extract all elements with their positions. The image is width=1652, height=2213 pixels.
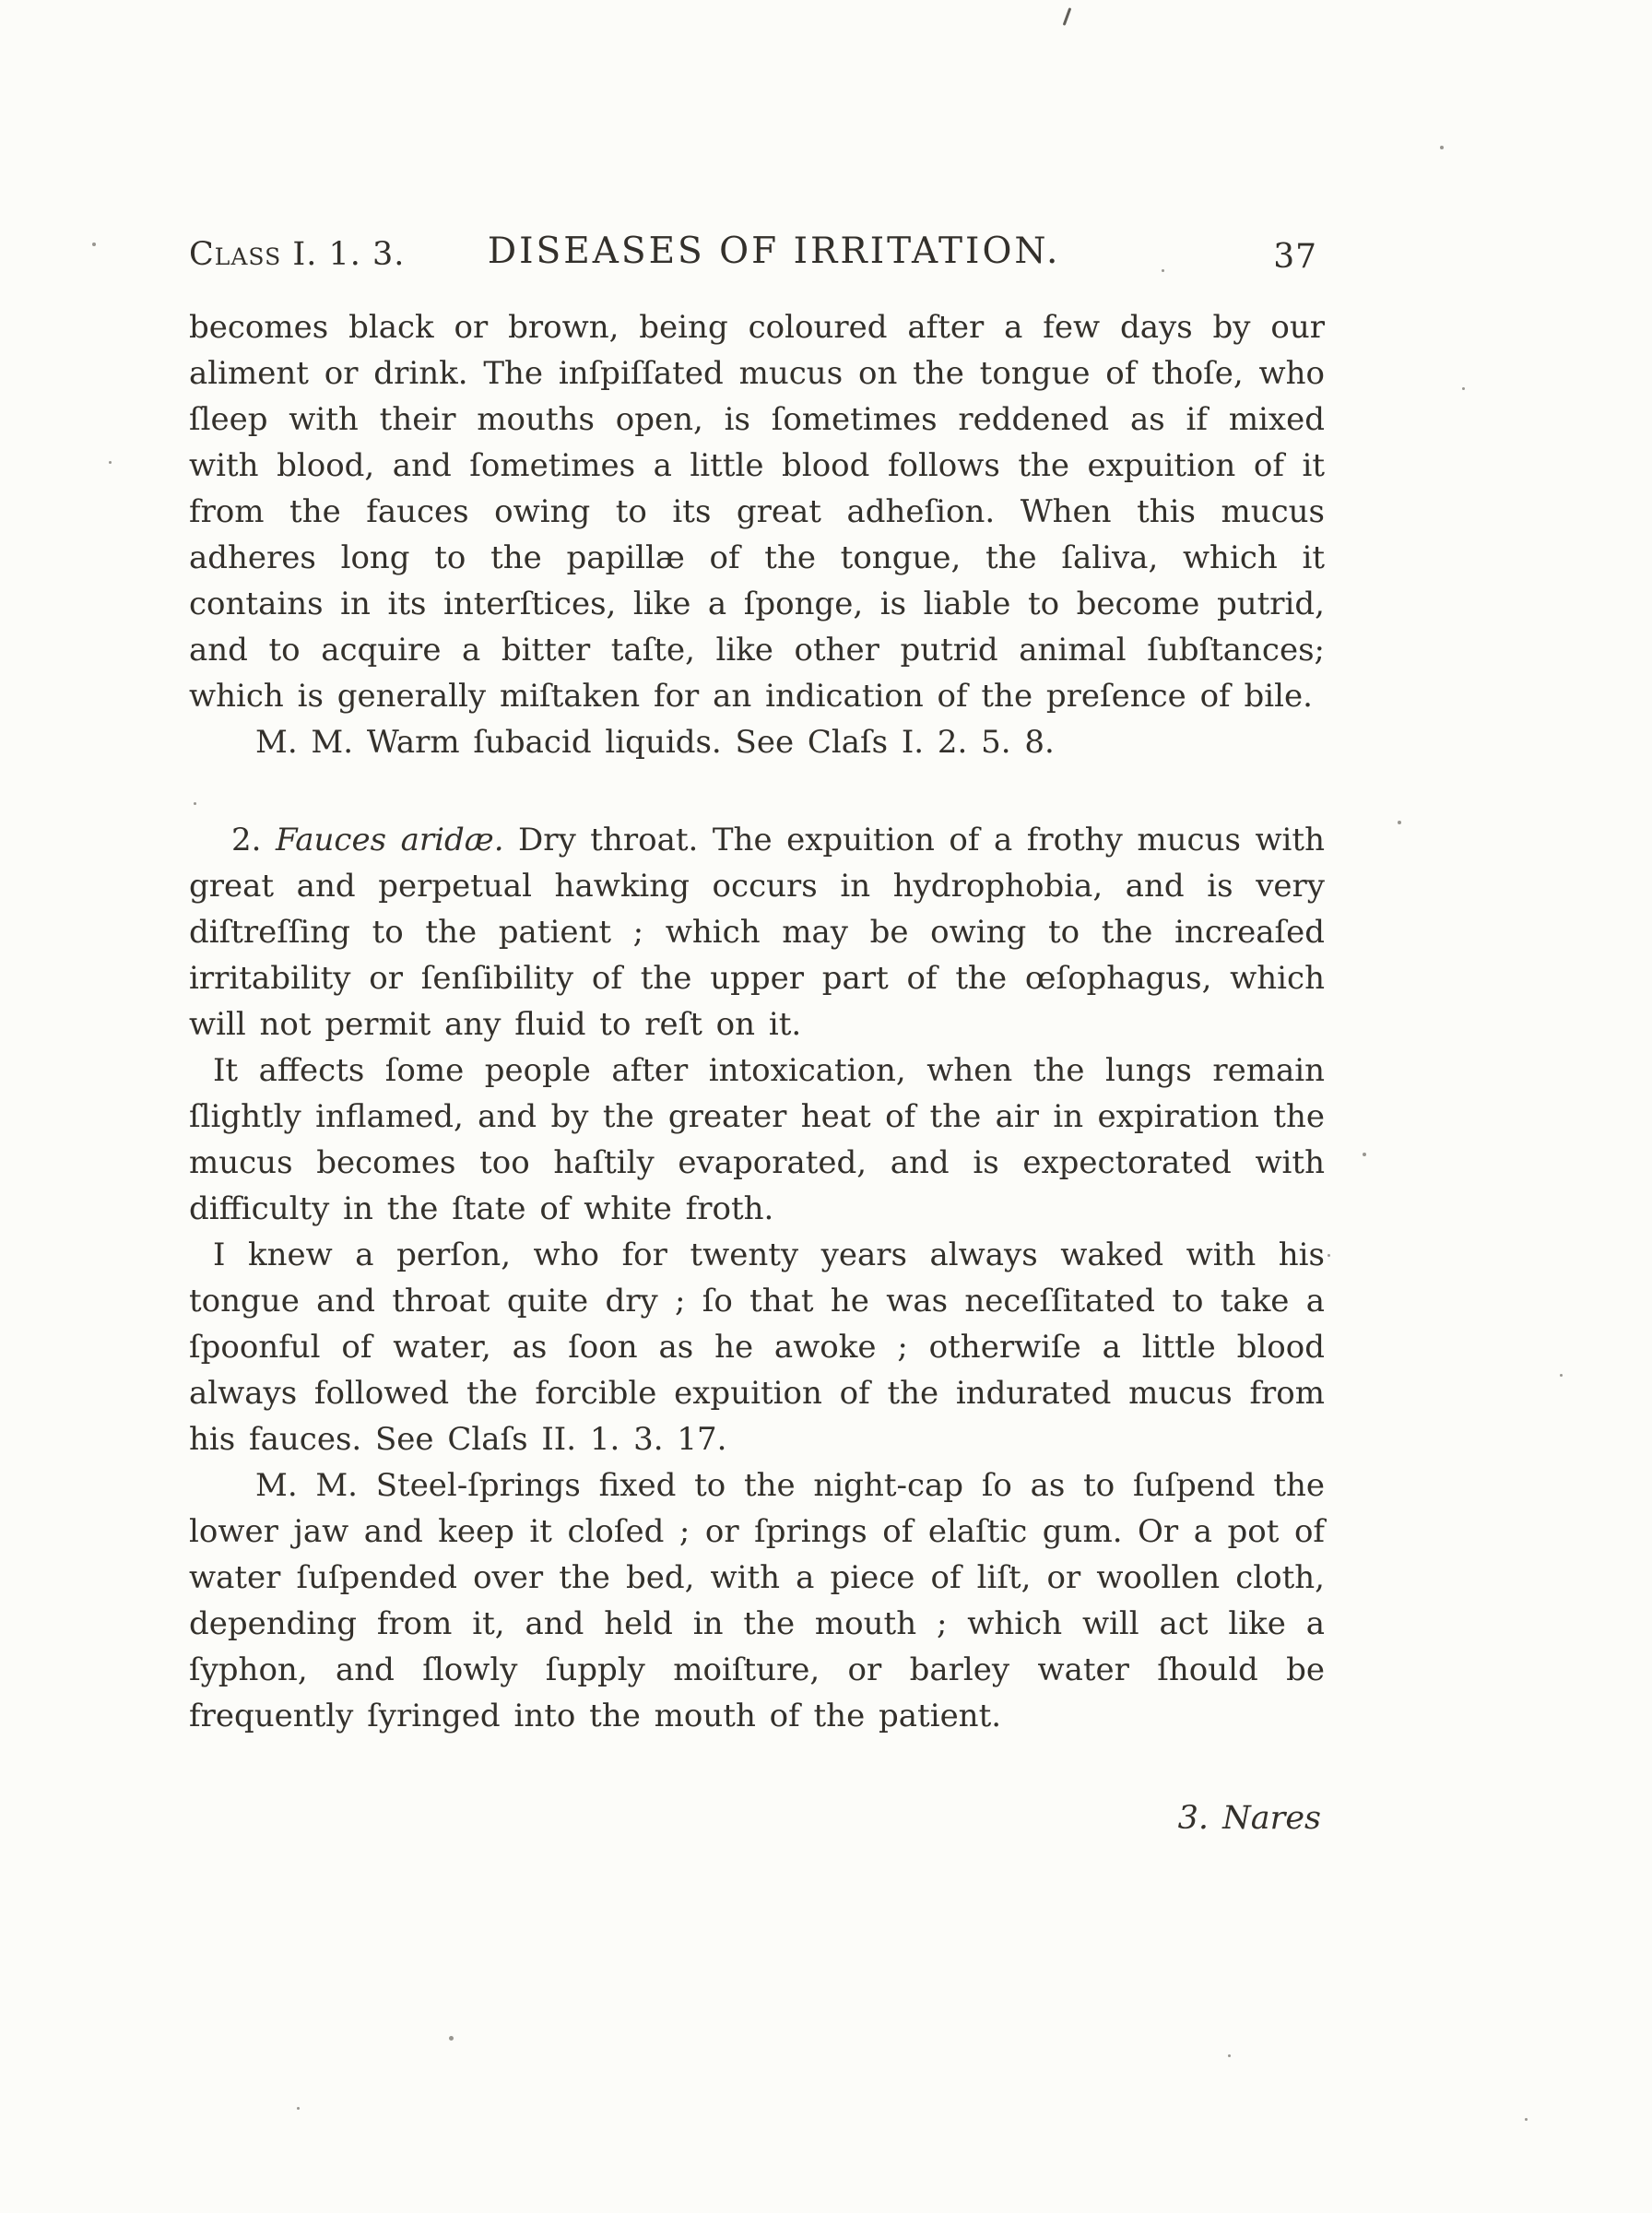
body-text: [189, 304, 1325, 1739]
scan-speck: [1363, 1153, 1366, 1156]
scan-speck: [1525, 2118, 1528, 2121]
paragraph-mm-warm-liquids: M. M. Warm ſubacid liquids. See Claſs I. 2. 5. 8.: [255, 724, 1055, 761]
paragraph-fauces-aridae: [189, 817, 1325, 1047]
catchword-number: 3.: [1177, 1800, 1223, 1837]
page-number: 37: [1273, 238, 1317, 276]
text-block: [189, 231, 1325, 1837]
scan-speck: [92, 243, 96, 246]
catchword: [189, 1800, 1325, 1837]
scan-stroke: [1063, 7, 1072, 26]
running-header: [189, 231, 1325, 284]
scan-speck: [1398, 821, 1401, 824]
scan-speck: [1440, 146, 1444, 149]
scan-speck: [109, 461, 112, 464]
scan-speck: [1560, 1374, 1563, 1377]
scan-speck: [449, 2036, 454, 2041]
scan-speck: [1462, 387, 1465, 390]
paragraph-knew-a-person: I knew a perſon, who for twenty years always waked with his tongue and throat quite dry ; ſo that he was neceſſitated to take a ſpoonful of water, as ſoon as he awoke ; otherwiſe a little blood always followed the forcible expuition of the indurated mucus from his fauces. See Claſs II. 1. 3. 17.: [189, 1237, 1325, 1458]
paragraph-intoxication: It affects ſome people after intoxication, when the lungs remain ſlightly inflamed, and by the greater heat of the air in expiration the mucus becomes too haſtily evaporated, and is expectorated with difficulty in the ſtate of white froth.: [189, 1052, 1325, 1227]
section-number: 2.: [231, 822, 276, 858]
scan-speck: [1228, 2054, 1231, 2057]
class-label: Class I. 1. 3.: [189, 236, 406, 273]
paragraph-mucus-continuation: becomes black or brown, being coloured after a few days by our aliment or drink. The inſpiſſated mucus on the tongue of thoſe, who ſleep with their mouths open, is ſometimes reddened as if mixed with blood, and ſometimes a little blood follows the expuition of it from the fauces owing to its great adheſion. When this mucus adheres long to the papillæ of the tongue, the ſaliva, which it contains in its interſtices, like a ſponge, is liable to become putrid, and to acquire a bitter taſte, like other putrid animal ſubſtances; which is generally miſtaken for an indication of the preſence of bile.: [189, 309, 1325, 715]
page-title: DISEASES OF IRRITATION.: [487, 231, 1061, 272]
scan-speck: [297, 2107, 300, 2110]
paragraph-mm-steel-springs: M. M. Steel-ſprings fixed to the night-cap ſo as to ſuſpend the lower jaw and keep it cloſed ; or ſprings of elaſtic gum. Or a pot of water ſuſpended over the bed, with a piece of liſt, or woollen cloth, depending from it, and held in the mouth ; which will act like a ſyphon, and ſlowly ſupply moiſture, or barley water ſhould be frequently ſyringed into the mouth of the patient.: [189, 1467, 1325, 1734]
section-body: Dry throat. The expuition of a frothy mucus with great and perpetual hawking occurs in hydrophobia, and is very diſtreſſing to the patient ; which may be owing to the increaſed irritability or ſenſibility of the upper part of the œſophagus, which will not permit any fluid to reſt on it.: [189, 822, 1325, 1043]
catchword-word: Nares: [1222, 1800, 1321, 1837]
section-title-latin: Fauces aridæ.: [275, 822, 504, 858]
scan-speck: [1328, 1254, 1330, 1257]
